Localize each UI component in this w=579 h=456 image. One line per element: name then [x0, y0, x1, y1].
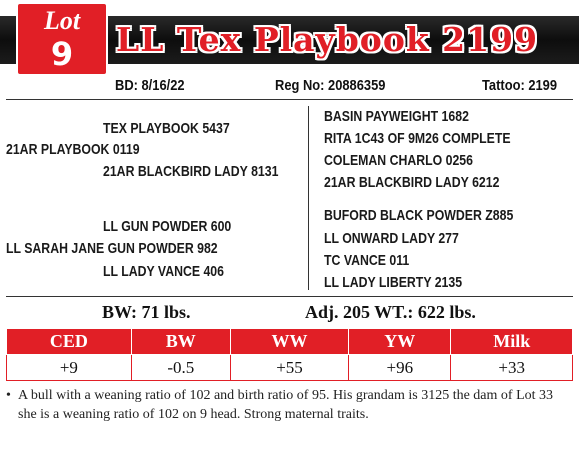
- comment-text: A bull with a weaning ratio of 102 and birth ratio of 95. His grandam is 3125 the dam of Lot 33 she is a weaning ratio of 102 on 9 head. Strong maternal traits.: [18, 388, 554, 422]
- dam-sire: LL GUN POWDER 600: [103, 218, 232, 235]
- sire-sire-dam: RITA 1C43 OF 9M26 COMPLETE: [324, 130, 511, 147]
- dam-dam: LL LADY VANCE 406: [103, 263, 224, 280]
- epd-value-row: [7, 355, 573, 381]
- epd-value-ww: +55: [230, 355, 348, 381]
- birth-weight: BW: 71 lbs.: [102, 302, 191, 322]
- dam-dam-sire: TC VANCE 011: [324, 252, 410, 269]
- lot-badge: [16, 2, 108, 76]
- divider-top: [6, 99, 573, 100]
- tattoo: Tattoo: 2199: [482, 77, 558, 94]
- dam-sire-dam: LL ONWARD LADY 277: [324, 230, 459, 247]
- epd-table: [6, 328, 573, 381]
- pedigree-divider: [308, 106, 309, 290]
- epd-header-ced: CED: [7, 329, 132, 355]
- sire-dam: 21AR BLACKBIRD LADY 8131: [103, 163, 279, 180]
- epd-header-bw: BW: [131, 329, 230, 355]
- dam-sire-sire: BUFORD BLACK POWDER Z885: [324, 207, 514, 224]
- sire-dam-sire: COLEMAN CHARLO 0256: [324, 152, 473, 169]
- epd-value-bw: -0.5: [131, 355, 230, 381]
- lot-number: 9: [50, 35, 74, 73]
- adjusted-weaning-weight: Adj. 205 WT.: 622 lbs.: [305, 302, 476, 322]
- epd-value-yw: +96: [349, 355, 451, 381]
- lot-label: Lot: [43, 6, 81, 35]
- comment: [6, 386, 572, 424]
- epd-header-ww: WW: [230, 329, 348, 355]
- birth-date: BD: 8/16/22: [115, 77, 185, 94]
- epd-value-milk: +33: [451, 355, 573, 381]
- divider-bottom: [6, 296, 573, 297]
- sire-dam-dam: 21AR BLACKBIRD LADY 6212: [324, 174, 500, 191]
- dam-dam-dam: LL LADY LIBERTY 2135: [324, 274, 463, 291]
- epd-header-yw: YW: [349, 329, 451, 355]
- epd-value-ced: +9: [7, 355, 132, 381]
- sire-sire: TEX PLAYBOOK 5437: [103, 120, 230, 137]
- epd-header-row: [7, 329, 573, 355]
- sire: 21AR PLAYBOOK 0119: [6, 141, 140, 158]
- sire-sire-sire: BASIN PAYWEIGHT 1682: [324, 108, 469, 125]
- bullet-icon: •: [6, 388, 11, 403]
- registration-number: Reg No: 20886359: [275, 77, 386, 94]
- dam: LL SARAH JANE GUN POWDER 982: [6, 240, 218, 257]
- animal-name: LL Tex Playbook 2199: [116, 20, 539, 59]
- epd-header-milk: Milk: [451, 329, 573, 355]
